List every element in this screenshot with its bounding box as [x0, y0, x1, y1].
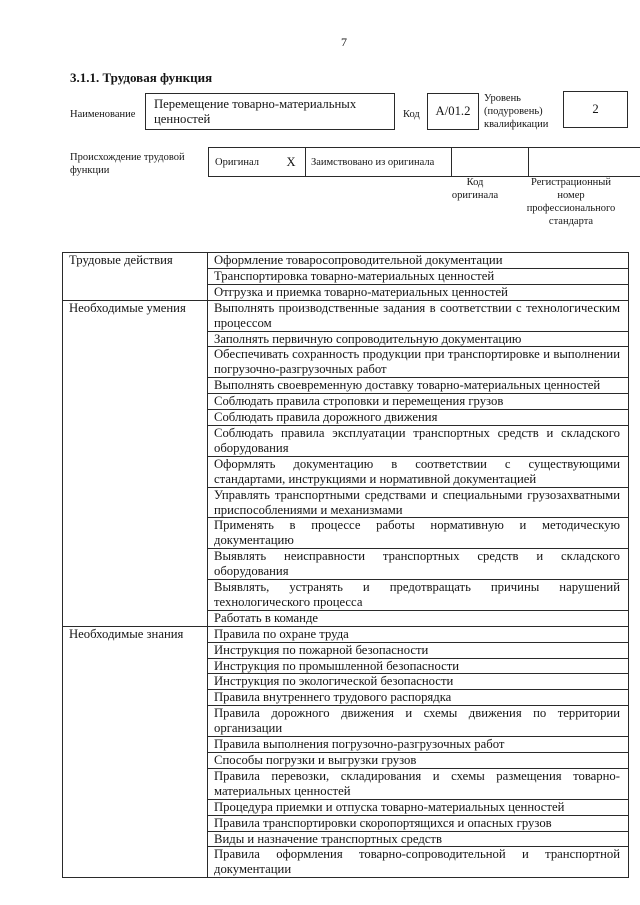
function-origin-table	[208, 147, 640, 177]
required-skills-label: Необходимые умения	[63, 300, 208, 626]
table-row	[63, 626, 629, 642]
original-code-caption: Код оригинала	[451, 177, 499, 201]
origin-original-mark: X	[277, 148, 306, 177]
function-origin-label: Происхождение трудовой функции	[70, 152, 185, 176]
required-knowledge-item: Правила по охране труда	[208, 626, 629, 642]
required-skill-item: Выполнять своевременную доставку товарно-материальных ценностей	[208, 378, 629, 394]
labor-action-item: Оформление товаросопроводительной документации	[208, 253, 629, 269]
required-skill-item: Работать в команде	[208, 610, 629, 626]
required-skill-item: Управлять транспортными средствами и специальными грузозахватными приспособлениями и механизмами	[208, 487, 629, 518]
labor-actions-label: Трудовые действия	[63, 253, 208, 301]
section-title: 3.1.1. Трудовая функция	[70, 70, 213, 85]
required-skill-item: Выполнять производственные задания в соответствии с технологическим процессом	[208, 300, 629, 331]
function-name-label: Наименование	[70, 109, 136, 120]
required-knowledge-item: Инструкция по пожарной безопасности	[208, 642, 629, 658]
qualification-level-label: Уровень (подуровень) квалификации	[484, 93, 549, 130]
required-knowledge-item: Процедура приемки и отпуска товарно-материальных ценностей	[208, 799, 629, 815]
table-row	[209, 148, 640, 177]
labor-action-item: Отгрузка и приемка товарно-материальных ценностей	[208, 284, 629, 300]
required-knowledge-item: Правила оформления товарно-сопроводительной и транспортной документации	[208, 847, 629, 878]
required-knowledge-item: Правила транспортировки скоропортящихся и опасных грузов	[208, 815, 629, 831]
function-code-box	[427, 93, 479, 130]
required-knowledge-item: Инструкция по экологической безопасности	[208, 674, 629, 690]
origin-original-cell: Оригинал	[209, 148, 278, 177]
registration-number-cell	[529, 148, 640, 177]
required-knowledge-item: Правила внутреннего трудового распорядка	[208, 690, 629, 706]
required-knowledge-item: Правила дорожного движения и схемы движения по территории организации	[208, 706, 629, 737]
required-knowledge-item: Способы погрузки и выгрузки грузов	[208, 753, 629, 769]
origin-borrowed-cell: Заимствовано из оригинала	[306, 148, 452, 177]
table-row	[63, 253, 629, 269]
labor-action-item: Транспортировка товарно-материальных ценностей	[208, 268, 629, 284]
table-row	[63, 300, 629, 331]
required-knowledge-label: Необходимые знания	[63, 626, 208, 878]
required-skill-item: Соблюдать правила строповки и перемещения грузов	[208, 394, 629, 410]
function-code-label: Код	[403, 109, 420, 120]
function-code-value: А/01.2	[435, 104, 471, 119]
qualification-level-box	[563, 91, 628, 128]
required-skill-item: Оформлять документацию в соответствии с существующими стандартами, инструкциями и нормативной документацией	[208, 456, 629, 487]
required-knowledge-item: Правила выполнения погрузочно-разгрузочных работ	[208, 737, 629, 753]
qualification-level-value: 2	[592, 102, 599, 117]
required-knowledge-item: Инструкция по промышленной безопасности	[208, 658, 629, 674]
required-skill-item: Выявлять, устранять и предотвращать причины нарушений технологического процесса	[208, 580, 629, 611]
original-code-cell	[452, 148, 529, 177]
required-skill-item: Обеспечивать сохранность продукции при транспортировке и выполнении погрузочно-разгрузочных работ	[208, 347, 629, 378]
required-skill-item: Соблюдать правила эксплуатации транспортных средств и складского оборудования	[208, 425, 629, 456]
function-name-box: Перемещение товарно-материальных ценностей	[145, 93, 395, 130]
required-skill-item: Применять в процессе работы нормативную и методическую документацию	[208, 518, 629, 549]
registration-number-caption: Регистрационный номер профессионального стандарта	[526, 177, 616, 227]
required-skill-item: Выявлять неисправности транспортных средств и складского оборудования	[208, 549, 629, 580]
function-characteristics-table	[62, 252, 629, 878]
required-skill-item: Соблюдать правила дорожного движения	[208, 410, 629, 426]
required-knowledge-item: Виды и назначение транспортных средств	[208, 831, 629, 847]
required-skill-item: Заполнять первичную сопроводительную документацию	[208, 331, 629, 347]
required-knowledge-item: Правила перевозки, складирования и схемы размещения товарно-материальных ценностей	[208, 768, 629, 799]
page-number: 7	[341, 35, 347, 49]
